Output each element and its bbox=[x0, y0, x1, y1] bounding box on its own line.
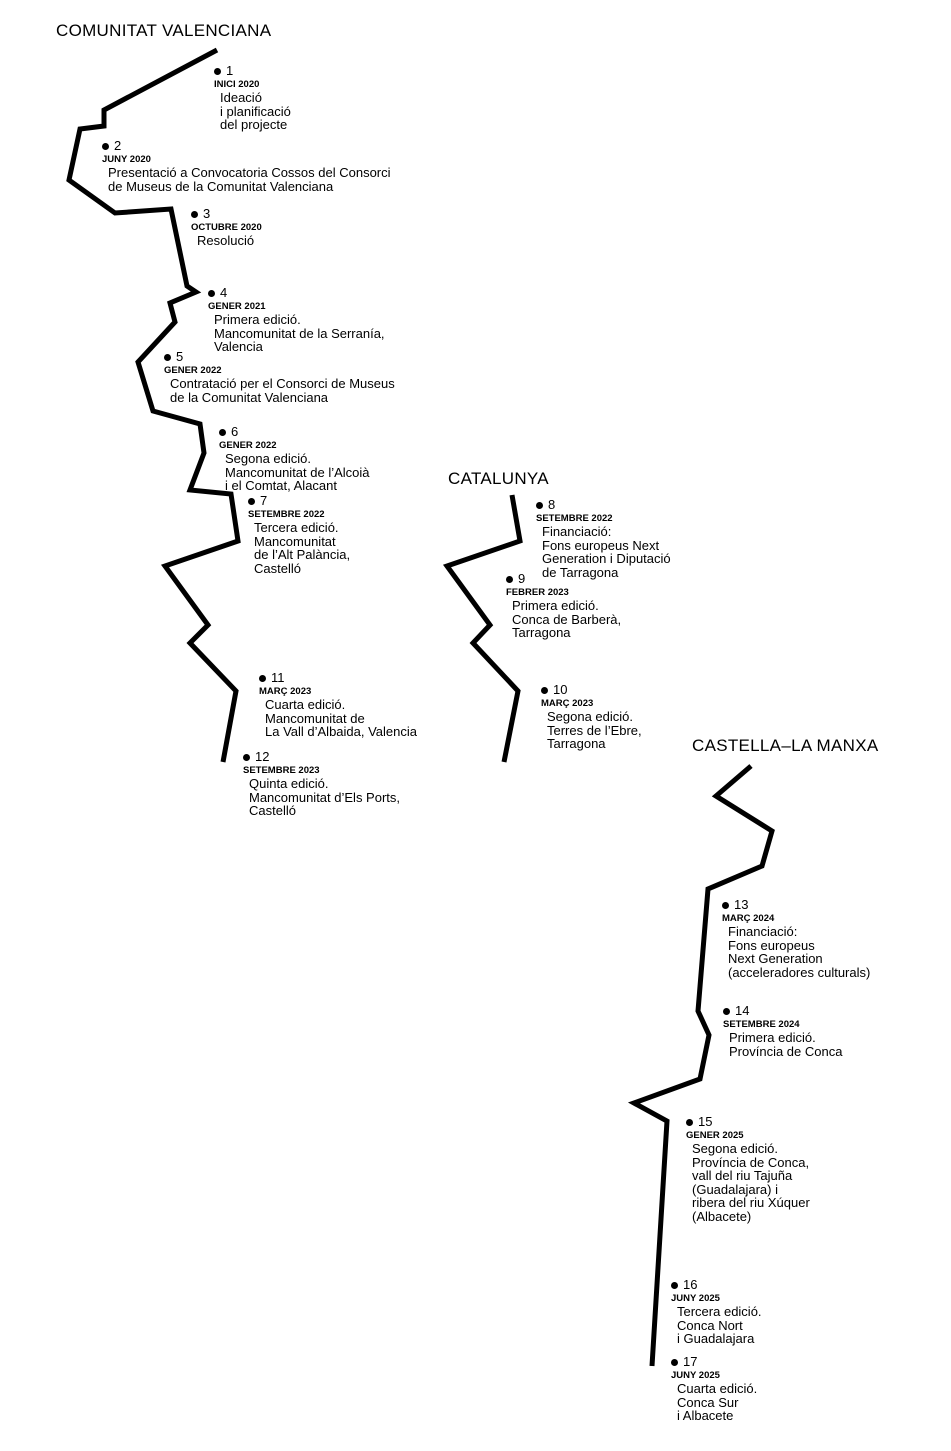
event-description: Resolució bbox=[197, 233, 255, 248]
event-date: JUNY 2025 bbox=[671, 1370, 720, 1381]
event-date: GENER 2022 bbox=[164, 365, 222, 376]
bullet-dot-icon bbox=[506, 576, 513, 583]
timeline-event-11 bbox=[259, 671, 417, 739]
event-number: 9 bbox=[518, 571, 526, 586]
event-number: 6 bbox=[231, 424, 239, 439]
event-date: OCTUBRE 2020 bbox=[191, 222, 262, 233]
event-description: Financiació: Fons europeus Next Generation (acceleradores culturals) bbox=[728, 924, 871, 980]
event-number: 3 bbox=[203, 206, 211, 221]
region-title-catalunya: CATALUNYA bbox=[448, 469, 549, 488]
event-number: 2 bbox=[114, 138, 122, 153]
event-number: 15 bbox=[698, 1114, 713, 1129]
bullet-dot-icon bbox=[671, 1359, 678, 1366]
timeline-event-15 bbox=[686, 1115, 810, 1223]
event-number: 14 bbox=[735, 1003, 750, 1018]
event-date: FEBRER 2023 bbox=[506, 587, 569, 598]
event-description: Cuarta edició. Mancomunitat de La Vall d’Albaida, Valencia bbox=[265, 697, 418, 739]
timeline-event-4 bbox=[208, 286, 385, 354]
event-description: Primera edició. Conca de Barberà, Tarragona bbox=[512, 598, 622, 640]
event-date: GENER 2021 bbox=[208, 301, 266, 312]
event-number: 8 bbox=[548, 497, 556, 512]
bullet-dot-icon bbox=[191, 211, 198, 218]
region-title-castella-la-manxa: CASTELLA–LA MANXA bbox=[692, 736, 879, 755]
event-description: Primera edició. Mancomunitat de la Serranía, Valencia bbox=[214, 312, 385, 354]
timeline-event-17 bbox=[671, 1355, 757, 1423]
event-number: 5 bbox=[176, 349, 184, 364]
event-description: Segona edició. Mancomunitat de l’Alcoià i el Comtat, Alacant bbox=[225, 451, 370, 493]
bullet-dot-icon bbox=[219, 429, 226, 436]
event-description: Presentació a Convocatoria Cossos del Consorci de Museus de la Comunitat Valenciana bbox=[108, 165, 391, 194]
event-description: Financiació: Fons europeus Next Generation i Diputació de Tarragona bbox=[542, 524, 671, 580]
event-number: 17 bbox=[683, 1354, 698, 1369]
event-date: SETEMBRE 2024 bbox=[723, 1019, 800, 1030]
event-number: 7 bbox=[260, 493, 268, 508]
event-number: 4 bbox=[220, 285, 228, 300]
event-date: SETEMBRE 2022 bbox=[536, 513, 613, 524]
timeline-event-13 bbox=[722, 898, 870, 979]
bullet-dot-icon bbox=[102, 143, 109, 150]
timeline-event-7 bbox=[248, 494, 350, 575]
timeline-event-10 bbox=[541, 683, 642, 751]
event-date: SETEMBRE 2022 bbox=[248, 509, 325, 520]
bullet-dot-icon bbox=[248, 498, 255, 505]
bullet-dot-icon bbox=[164, 354, 171, 361]
bullet-dot-icon bbox=[723, 1008, 730, 1015]
castella-la-manxa-line bbox=[634, 766, 772, 1366]
event-description: Cuarta edició. Conca Sur i Albacete bbox=[677, 1381, 758, 1423]
event-date: MARÇ 2023 bbox=[541, 698, 594, 709]
event-date: GENER 2022 bbox=[219, 440, 277, 451]
event-date: MARÇ 2023 bbox=[259, 686, 312, 697]
event-date: GENER 2025 bbox=[686, 1130, 744, 1141]
bullet-dot-icon bbox=[208, 290, 215, 297]
event-number: 16 bbox=[683, 1277, 698, 1292]
timeline-event-12 bbox=[243, 750, 400, 818]
timeline-event-6 bbox=[219, 425, 370, 493]
event-description: Contratació per el Consorci de Museus de la Comunitat Valenciana bbox=[170, 376, 395, 405]
timeline-event-14 bbox=[723, 1004, 842, 1058]
event-description: Tercera edició. Conca Nort i Guadalajara bbox=[677, 1304, 762, 1346]
bullet-dot-icon bbox=[541, 687, 548, 694]
event-description: Quinta edició. Mancomunitat d’Els Ports, Castelló bbox=[249, 776, 401, 818]
event-number: 10 bbox=[553, 682, 568, 697]
bullet-dot-icon bbox=[686, 1119, 693, 1126]
bullet-dot-icon bbox=[722, 902, 729, 909]
timeline-event-16 bbox=[671, 1278, 762, 1346]
event-description: Primera edició. Província de Conca bbox=[729, 1030, 843, 1059]
event-date: JUNY 2025 bbox=[671, 1293, 720, 1304]
event-number: 1 bbox=[226, 63, 234, 78]
timeline-event-5 bbox=[164, 350, 395, 404]
event-description: Segona edició. Província de Conca, vall del riu Tajuña (Guadalajara) i ribera del riu Xúquer (Albacete) bbox=[692, 1141, 810, 1224]
timeline-event-9 bbox=[506, 572, 621, 640]
bullet-dot-icon bbox=[671, 1282, 678, 1289]
bullet-dot-icon bbox=[243, 754, 250, 761]
timeline-event-2 bbox=[102, 139, 391, 193]
bullet-dot-icon bbox=[214, 68, 221, 75]
event-number: 11 bbox=[271, 670, 285, 685]
event-description: Segona edició. Terres de l’Ebre, Tarragona bbox=[547, 709, 642, 751]
event-description: Tercera edició. Mancomunitat de l’Alt Palància, Castelló bbox=[254, 520, 351, 576]
event-date: INICI 2020 bbox=[214, 79, 260, 90]
bullet-dot-icon bbox=[536, 502, 543, 509]
event-date: MARÇ 2024 bbox=[722, 913, 775, 924]
event-date: JUNY 2020 bbox=[102, 154, 151, 165]
region-title-comunitat-valenciana: COMUNITAT VALENCIANA bbox=[56, 21, 272, 40]
timeline-event-3 bbox=[191, 207, 262, 248]
event-number: 13 bbox=[734, 897, 749, 912]
event-number: 12 bbox=[255, 749, 270, 764]
event-date: SETEMBRE 2023 bbox=[243, 765, 320, 776]
bullet-dot-icon bbox=[259, 675, 266, 682]
timeline-event-1 bbox=[214, 64, 291, 132]
timeline-event-8 bbox=[536, 498, 671, 579]
event-description: Ideació i planificació del projecte bbox=[220, 90, 291, 132]
